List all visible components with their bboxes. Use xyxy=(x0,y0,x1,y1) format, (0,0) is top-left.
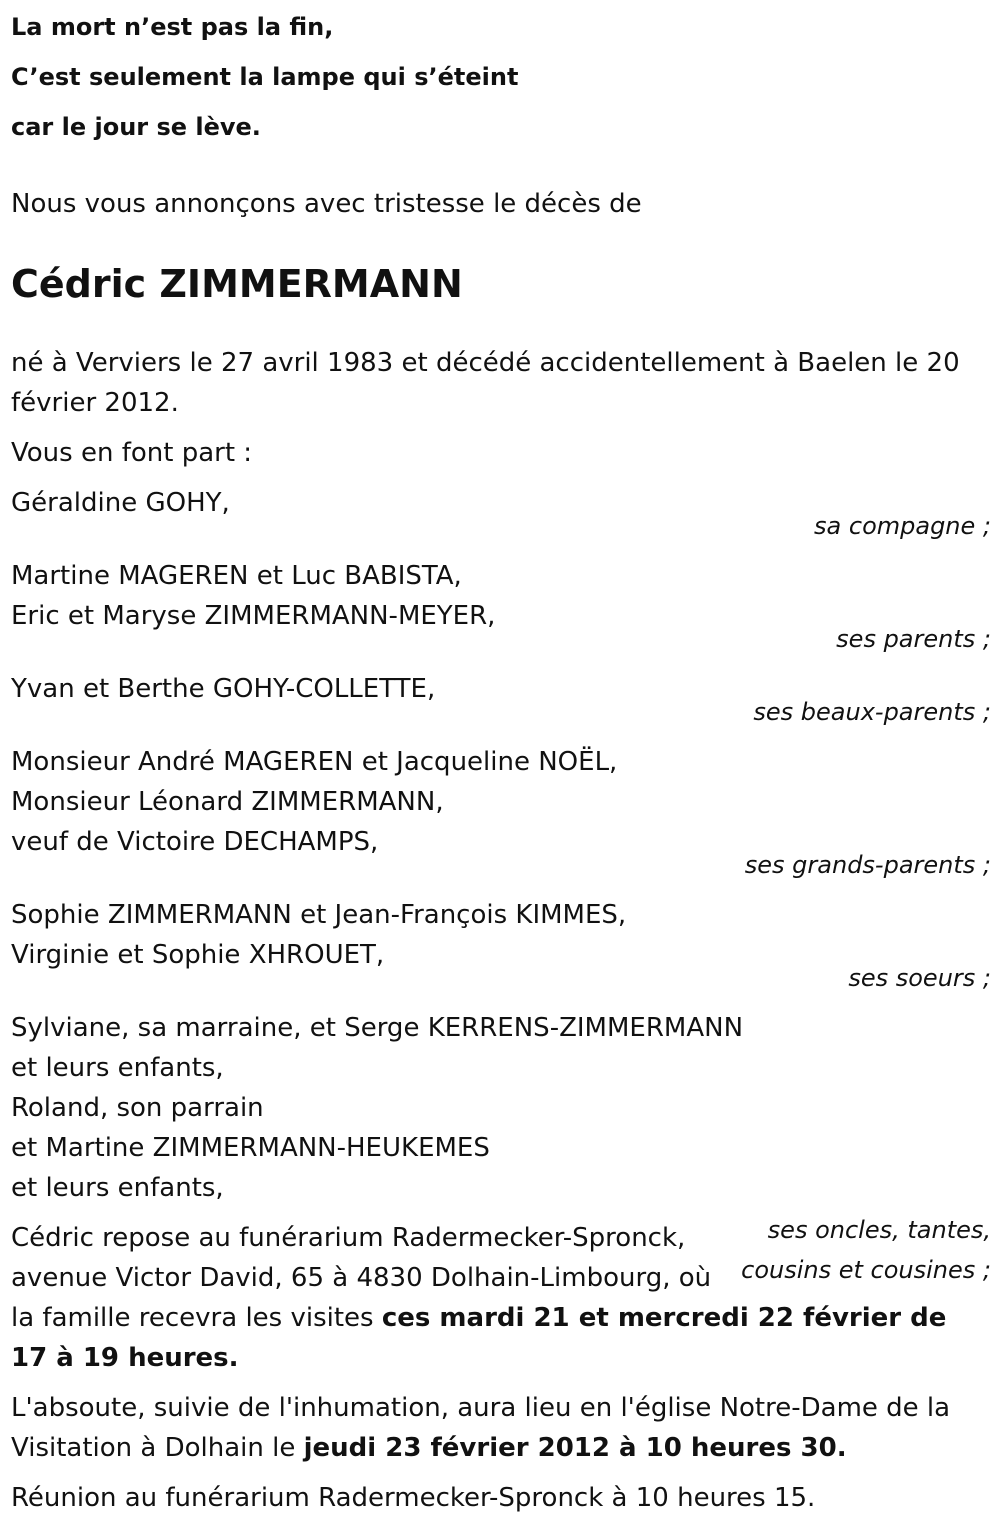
family-group-uncles-aunts xyxy=(11,1008,991,1208)
service-text: L'absoute, suivie de l'inhumation, aura lieu en l'église Notre-Dame de la Visitation à Dolhain le xyxy=(11,1393,951,1463)
family-group-parents xyxy=(11,556,991,659)
family-member-line: Virginie et Sophie XHROUET, xyxy=(11,940,385,970)
family-member-line: et Martine ZIMMERMANN-HEUKEMES xyxy=(11,1133,490,1163)
wake-dates: ces mardi 21 et mercredi 22 février de 17 à 19 heures. xyxy=(11,1303,947,1373)
family-member-line: Eric et Maryse ZIMMERMANN-MEYER, xyxy=(11,601,496,631)
relation-label: sa compagne ; xyxy=(814,512,991,540)
meeting-text: Réunion au funérarium Radermecker-Spronck à 10 heures 15. xyxy=(11,1483,816,1513)
poem-line: car le jour se lève. xyxy=(11,113,261,141)
wake-text: Cédric repose au funérarium Radermecker-Spronck, avenue Victor David, 65 à 4830 Dolhain-Limbourg, où la famille recevra les visites xyxy=(11,1223,712,1333)
family-member-line: Yvan et Berthe GOHY-COLLETTE, xyxy=(11,674,436,704)
family-group-in-laws xyxy=(11,669,991,732)
poem-line: La mort n’est pas la fin, xyxy=(11,13,334,41)
relation-label: ses soeurs ; xyxy=(848,964,991,992)
family-member-line: Sylviane, sa marraine, et Serge KERRENS-ZIMMERMANN xyxy=(11,1013,744,1043)
family-group-grandparents xyxy=(11,742,991,885)
relation-label: ses parents ; xyxy=(836,625,991,653)
family-member-line: Monsieur Léonard ZIMMERMANN, xyxy=(11,787,444,817)
poem xyxy=(11,2,991,152)
family-member-line: Monsieur André MAGEREN et Jacqueline NOËL, xyxy=(11,747,618,777)
announce-text: Vous en font part : xyxy=(11,438,253,468)
family-member-line: Géraldine GOHY, xyxy=(11,488,230,518)
family-group-sisters xyxy=(11,895,991,998)
poem-line: C’est seulement la lampe qui s’éteint xyxy=(11,63,519,91)
family-member-line: Martine MAGEREN et Luc BABISTA, xyxy=(11,561,462,591)
family-group-companion xyxy=(11,483,991,546)
relation-label: ses beaux-parents ; xyxy=(753,698,991,726)
obituary-page xyxy=(11,0,991,1518)
family-member-line: Roland, son parrain xyxy=(11,1093,264,1123)
family-member-line: veuf de Victoire DECHAMPS, xyxy=(11,827,379,857)
family-member-line: et leurs enfants, xyxy=(11,1173,224,1203)
relation-label: ses grands-parents ; xyxy=(744,851,991,879)
service-date: jeudi 23 février 2012 à 10 heures 30. xyxy=(303,1433,847,1463)
intro-text: Nous vous annonçons avec tristesse le décès de xyxy=(11,189,642,219)
family-member-line: et leurs enfants, xyxy=(11,1053,224,1083)
deceased-name: Cédric ZIMMERMANN xyxy=(11,262,463,306)
service-paragraph xyxy=(11,1388,991,1468)
family-member-line: Sophie ZIMMERMANN et Jean-François KIMMES, xyxy=(11,900,627,930)
biography: né à Verviers le 27 avril 1983 et décédé accidentellement à Baelen le 20 février 2012. xyxy=(11,348,960,418)
relation-label: ses oncles, tantes, cousins et cousines ; xyxy=(741,1216,991,1284)
